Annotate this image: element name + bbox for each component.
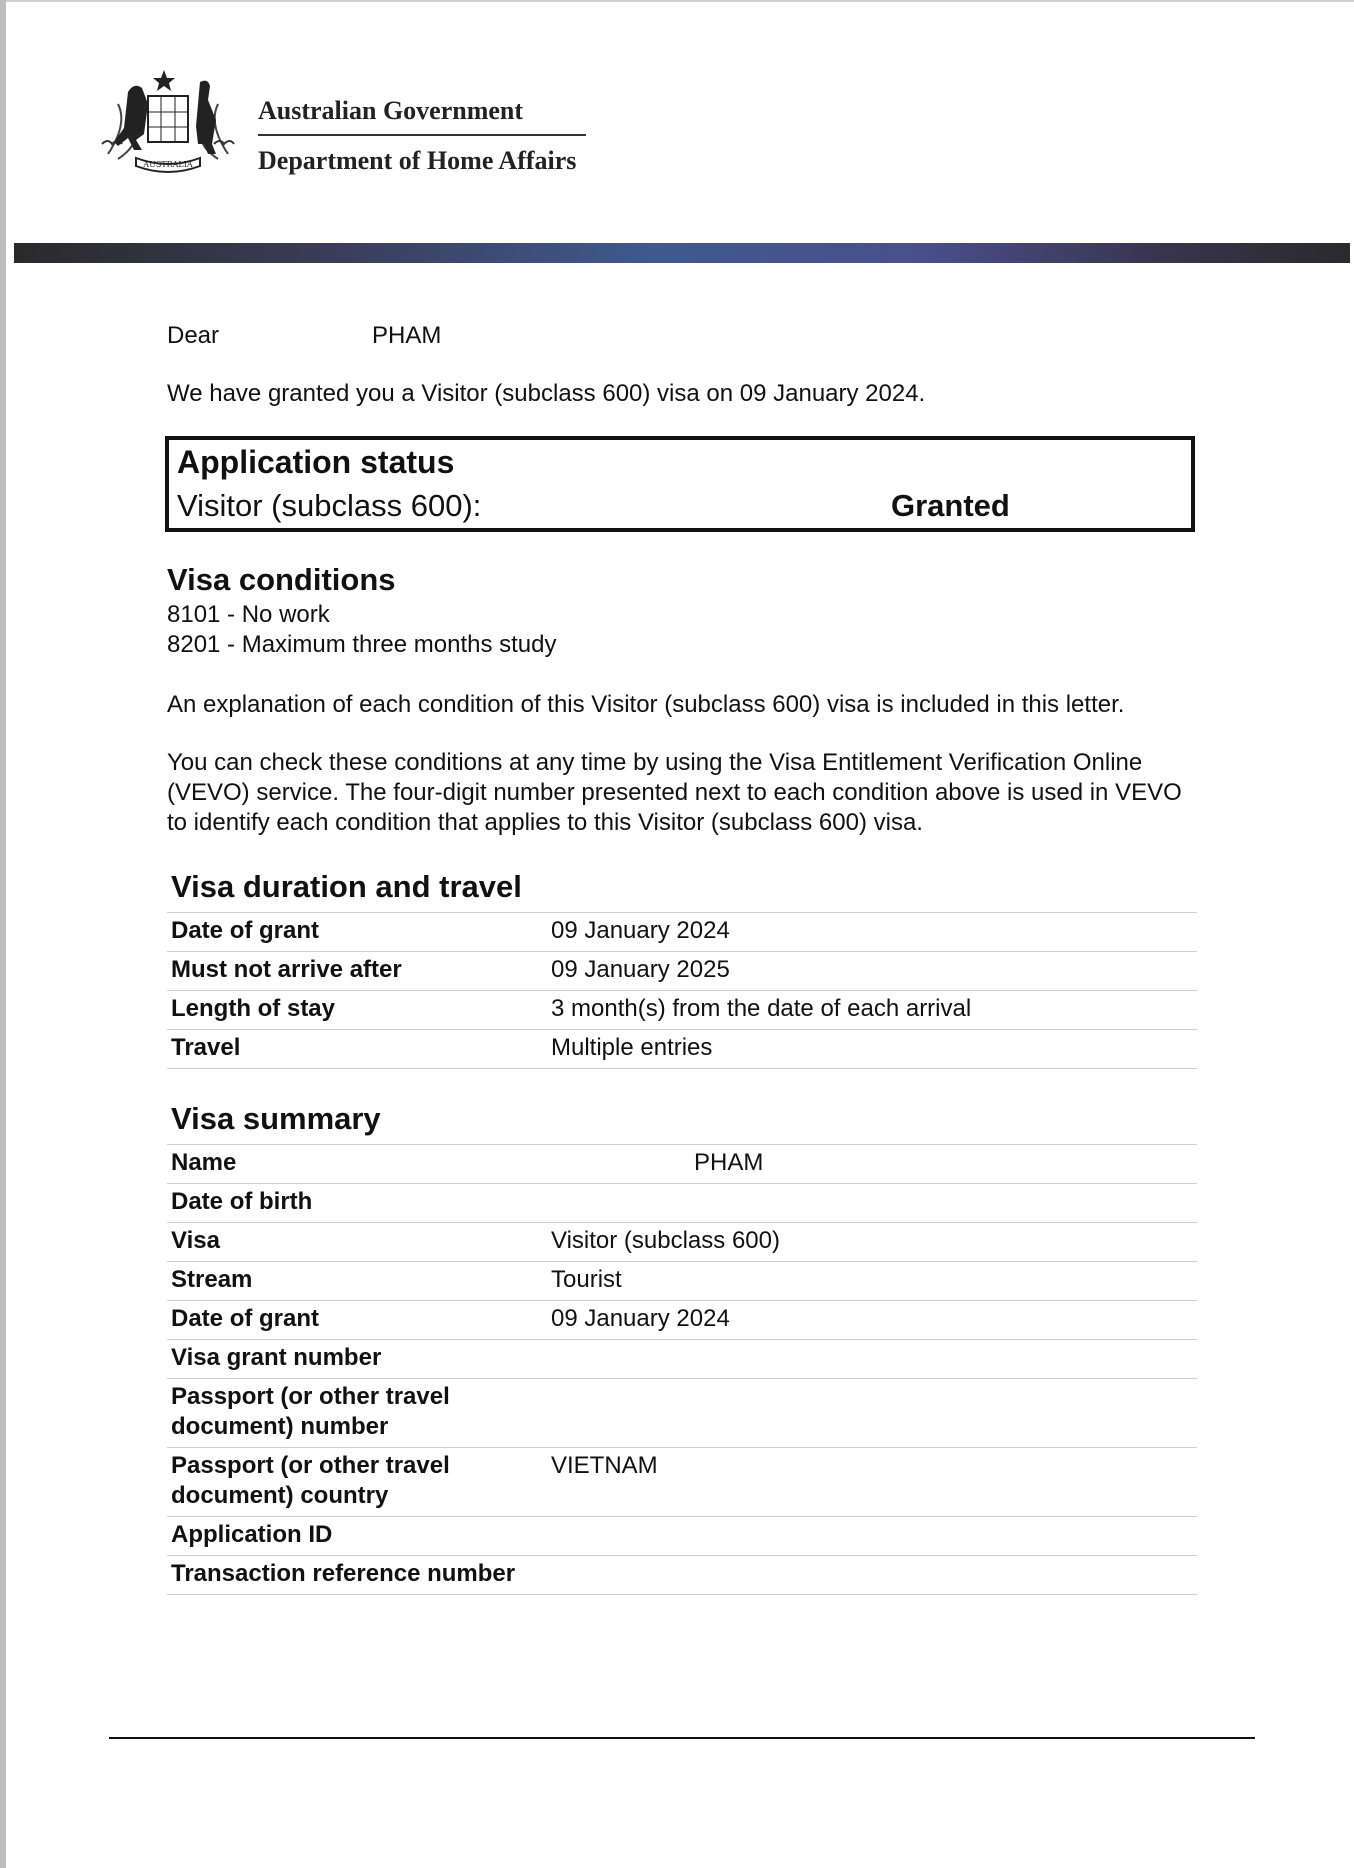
status-title: Application status (177, 444, 455, 480)
row-label: Passport (or other travel document) country (171, 1452, 450, 1509)
row-label: Date of grant (171, 917, 320, 944)
row-label: Visa (171, 1227, 220, 1254)
table-row (167, 1262, 1197, 1301)
table-row (167, 991, 1197, 1030)
page-left-edge (0, 0, 6, 1868)
visa-summary-heading: Visa summary (171, 1101, 381, 1136)
row-label: Application ID (171, 1521, 333, 1548)
coat-of-arms-icon (88, 64, 248, 184)
header-color-band (14, 243, 1350, 263)
table-row (167, 952, 1197, 991)
condition-item: 8101 - No work (167, 601, 330, 628)
status-visa-label: Visitor (subclass 600): (177, 488, 482, 523)
row-value: VIETNAM (551, 1452, 658, 1479)
row-label: Date of grant (171, 1305, 320, 1332)
visa-conditions-heading: Visa conditions (167, 562, 396, 597)
department-name: Department of Home Affairs (258, 146, 577, 175)
summary-table (167, 1144, 1197, 1595)
row-label: Must not arrive after (171, 956, 402, 983)
visa-duration-heading: Visa duration and travel (171, 869, 522, 904)
table-row (167, 1223, 1197, 1262)
government-name: Australian Government (258, 96, 524, 125)
status-value: Granted (891, 488, 1010, 523)
salutation: Dear (167, 322, 220, 349)
application-status-box (165, 436, 1195, 532)
row-value: PHAM (694, 1149, 764, 1176)
grant-intro: We have granted you a Visitor (subclass 600) visa on 09 January 2024. (167, 380, 926, 407)
table-row (167, 1379, 1197, 1448)
table-row (167, 1340, 1197, 1379)
duration-table (167, 912, 1197, 1069)
table-row (167, 1184, 1197, 1223)
row-label: Visa grant number (171, 1344, 382, 1371)
letterhead (0, 0, 1354, 240)
row-label: Date of birth (171, 1188, 313, 1215)
crest-motto: AUSTRALIA (143, 160, 193, 169)
vevo-note: You can check these conditions at any time by using the Visa Entitlement Verification Online (VEVO) service. The four-digit number presented next to each condition above is used in VEVO to identify each condition that applies to this Visitor (subclass 600) visa. (167, 749, 1182, 836)
footer-divider (109, 1737, 1255, 1739)
row-label: Passport (or other travel document) number (171, 1383, 450, 1440)
table-row (167, 913, 1197, 952)
table-row (167, 1301, 1197, 1340)
row-label: Length of stay (171, 995, 336, 1022)
row-value: 09 January 2024 (551, 917, 730, 944)
row-label: Transaction reference number (171, 1560, 516, 1587)
row-value: 09 January 2025 (551, 956, 730, 983)
table-row (167, 1448, 1197, 1517)
row-value: Tourist (551, 1266, 622, 1293)
government-title-block (258, 96, 586, 176)
row-value: 3 month(s) from the date of each arrival (551, 995, 972, 1022)
row-label: Stream (171, 1266, 253, 1293)
table-row (167, 1517, 1197, 1556)
table-row (167, 1030, 1197, 1069)
table-row (167, 1145, 1197, 1184)
table-row (167, 1556, 1197, 1595)
row-value: 09 January 2024 (551, 1305, 730, 1332)
conditions-explanation: An explanation of each condition of this Visitor (subclass 600) visa is included in this letter. (167, 691, 1125, 718)
row-label: Name (171, 1149, 237, 1176)
recipient-name: PHAM (372, 322, 442, 349)
condition-item: 8201 - Maximum three months study (167, 631, 557, 658)
title-divider (258, 134, 586, 136)
row-value: Multiple entries (551, 1034, 713, 1061)
row-label: Travel (171, 1034, 241, 1061)
row-value: Visitor (subclass 600) (551, 1227, 780, 1254)
